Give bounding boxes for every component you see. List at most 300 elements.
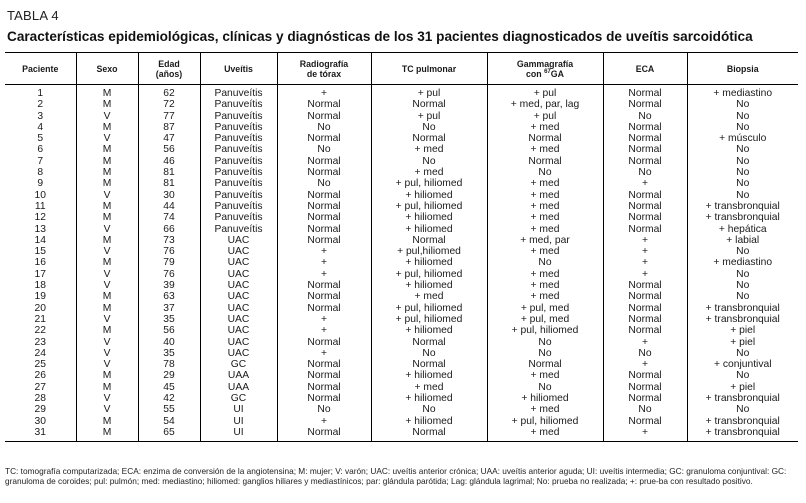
cell-biopsia: No: [687, 156, 798, 167]
cell-tc-pulmonar: + pul, hiliomed: [371, 303, 487, 314]
cell-eca: Normal: [603, 393, 687, 404]
header-gammagrafia: Gammagrafía con $^{67}$GA: [487, 53, 603, 85]
cell-edad: 44: [138, 201, 200, 212]
cell-edad: 81: [138, 167, 200, 178]
cell-eca: Normal: [603, 144, 687, 155]
cell-paciente: 9: [37, 178, 44, 190]
cell-eca: Normal: [603, 85, 687, 100]
cell-uveitis: Panuveítis: [200, 201, 277, 212]
cell-edad: 39: [138, 280, 200, 291]
table-row: [5, 393, 798, 404]
cell-eca: Normal: [603, 224, 687, 235]
cell-uveitis: UI: [200, 416, 277, 427]
cell-edad: 65: [138, 427, 200, 442]
cell-radiografia: No: [277, 122, 371, 133]
cell-sexo: V: [76, 190, 138, 201]
cell-paciente: 1: [37, 88, 44, 99]
cell-sexo: V: [76, 348, 138, 359]
cell-radiografia: +: [277, 325, 371, 336]
cell-radiografia: +: [277, 269, 371, 280]
cell-biopsia: No: [687, 370, 798, 381]
cell-gammagrafia: + med: [487, 212, 603, 223]
cell-sexo: V: [76, 224, 138, 235]
cell-tc-pulmonar: + pul: [371, 111, 487, 122]
cell-uveitis: GC: [200, 359, 277, 370]
cell-uveitis: GC: [200, 393, 277, 404]
cell-paciente: 31: [5, 427, 76, 442]
cell-radiografia: +: [277, 416, 371, 427]
cell-sexo: V: [76, 393, 138, 404]
cell-edad: 55: [138, 404, 200, 415]
cell-radiografia: Normal: [277, 370, 371, 381]
cell-sexo: V: [76, 404, 138, 415]
cell-edad: 62: [138, 85, 200, 100]
cell-eca: Normal: [603, 291, 687, 302]
cell-sexo: M: [76, 85, 138, 100]
cell-biopsia: + transbronquial: [687, 427, 798, 442]
cell-biopsia: + transbronquial: [687, 212, 798, 223]
cell-paciente: 20: [34, 302, 46, 314]
table-row: [5, 212, 798, 223]
cell-uveitis: UAC: [200, 246, 277, 257]
cell-uveitis: Panuveítis: [200, 144, 277, 155]
cell-gammagrafia: No: [487, 337, 603, 348]
table-row: [5, 235, 798, 246]
cell-edad: 73: [138, 235, 200, 246]
cell-biopsia: + transbronquial: [687, 416, 798, 427]
cell-biopsia: No: [687, 190, 798, 201]
cell-tc-pulmonar: + pul, hiliomed: [371, 269, 487, 280]
table-row: [5, 133, 798, 144]
cell-edad: 54: [138, 416, 200, 427]
cell-radiografia: Normal: [277, 393, 371, 404]
table-row: [5, 122, 798, 133]
cell-biopsia: + músculo: [687, 133, 798, 144]
cell-edad: 79: [138, 257, 200, 268]
cell-paciente: 23: [34, 336, 46, 348]
cell-gammagrafia: + hiliomed: [487, 393, 603, 404]
cell-eca: No: [603, 111, 687, 122]
table-label: TABLA 4: [7, 8, 59, 23]
cell-biopsia: + hepática: [687, 224, 798, 235]
cell-tc-pulmonar: + hiliomed: [371, 370, 487, 381]
cell-tc-pulmonar: + hiliomed: [371, 416, 487, 427]
table-body: [5, 85, 798, 442]
cell-gammagrafia: No: [487, 167, 603, 178]
cell-radiografia: Normal: [277, 224, 371, 235]
cell-gammagrafia: + med: [487, 144, 603, 155]
cell-eca: Normal: [603, 325, 687, 336]
cell-gammagrafia: + med: [487, 370, 603, 381]
cell-biopsia: + piel: [687, 337, 798, 348]
cell-uveitis: Panuveítis: [200, 85, 277, 100]
cell-uveitis: UI: [200, 404, 277, 415]
cell-edad: 29: [138, 370, 200, 381]
cell-eca: Normal: [603, 303, 687, 314]
table-footnote: TC: tomografía computarizada; ECA: enzima de conversión de la angiotensina; M: mujer; V: varón; UAC: uveítis anterior crónica; UAA: uveítis anterior aguda; UI: uveítis intermedia; GC: granuloma conjuntival: GC: granuloma de coroides; pul: pulmón; med: mediastino; hiliomed: ganglios hiliares y mediastínicos; par: glándula parótida; Lag: glándula lagrimal; No: prueba no realizada; +: prue-ba con resultado positivo.: [5, 466, 787, 487]
cell-uveitis: Panuveítis: [200, 99, 277, 110]
cell-radiografia: Normal: [277, 99, 371, 110]
cell-radiografia: Normal: [277, 337, 371, 348]
cell-tc-pulmonar: No: [371, 348, 487, 359]
table-title: Características epidemiológicas, clínicas y diagnósticas de los 31 pacientes diagnosticados de uveítis sarcoidótica: [7, 29, 753, 44]
cell-sexo: M: [76, 291, 138, 302]
cell-biopsia: No: [687, 291, 798, 302]
cell-paciente: 21: [34, 313, 46, 325]
cell-gammagrafia: + med: [487, 427, 603, 442]
cell-sexo: M: [76, 427, 138, 442]
cell-tc-pulmonar: Normal: [371, 337, 487, 348]
header-edad: Edad (años): [138, 53, 200, 85]
cell-edad: 35: [138, 314, 200, 325]
header-sexo: Sexo: [76, 53, 138, 85]
cell-edad: 76: [138, 269, 200, 280]
cell-gammagrafia: No: [487, 348, 603, 359]
cell-biopsia: No: [687, 111, 798, 122]
cell-eca: +: [603, 257, 687, 268]
cell-paciente: 2: [37, 99, 44, 111]
cell-biopsia: No: [687, 122, 798, 133]
cell-gammagrafia: + pul, med: [487, 314, 603, 325]
cell-radiografia: +: [277, 314, 371, 325]
cell-uveitis: UAC: [200, 291, 277, 302]
cell-tc-pulmonar: Normal: [371, 359, 487, 370]
cell-biopsia: + conjuntival: [687, 359, 798, 370]
table-row: [5, 99, 798, 110]
cell-eca: Normal: [603, 370, 687, 381]
cell-sexo: M: [76, 167, 138, 178]
cell-radiografia: Normal: [277, 303, 371, 314]
table-header: [5, 53, 798, 85]
cell-eca: Normal: [603, 99, 687, 110]
cell-sexo: M: [76, 235, 138, 246]
cell-paciente: 8: [37, 167, 44, 179]
cell-tc-pulmonar: + pul, hiliomed: [371, 314, 487, 325]
cell-radiografia: Normal: [277, 201, 371, 212]
cell-tc-pulmonar: + hiliomed: [371, 393, 487, 404]
cell-gammagrafia: + pul: [487, 111, 603, 122]
cell-paciente: 28: [34, 393, 46, 405]
cell-sexo: V: [76, 314, 138, 325]
cell-paciente: 19: [34, 291, 46, 303]
cell-sexo: M: [76, 370, 138, 381]
cell-biopsia: + transbronquial: [687, 393, 798, 404]
cell-sexo: M: [76, 156, 138, 167]
cell-eca: +: [603, 269, 687, 280]
cell-radiografia: Normal: [277, 111, 371, 122]
cell-eca: Normal: [603, 190, 687, 201]
cell-paciente: 29: [34, 404, 46, 416]
cell-gammagrafia: + med: [487, 178, 603, 189]
cell-radiografia: +: [277, 348, 371, 359]
table-row: [5, 314, 798, 325]
cell-paciente: 22: [34, 325, 46, 337]
cell-gammagrafia: Normal: [487, 156, 603, 167]
cell-tc-pulmonar: + pul, hiliomed: [371, 201, 487, 212]
cell-sexo: M: [76, 416, 138, 427]
cell-gammagrafia: + med: [487, 201, 603, 212]
cell-uveitis: Panuveítis: [200, 122, 277, 133]
cell-edad: 87: [138, 122, 200, 133]
cell-radiografia: +: [277, 85, 371, 100]
cell-radiografia: +: [277, 246, 371, 257]
cell-edad: 46: [138, 156, 200, 167]
table-row: [5, 280, 798, 291]
header-uveitis: Uveítis: [200, 53, 277, 85]
cell-edad: 35: [138, 348, 200, 359]
cell-gammagrafia: + med: [487, 122, 603, 133]
table-row: [5, 144, 798, 155]
cell-gammagrafia: + pul: [487, 85, 603, 100]
cell-tc-pulmonar: + hiliomed: [371, 190, 487, 201]
cell-radiografia: No: [277, 404, 371, 415]
cell-edad: 63: [138, 291, 200, 302]
header-row: [5, 53, 798, 85]
cell-biopsia: + piel: [687, 382, 798, 393]
cell-biopsia: No: [687, 269, 798, 280]
cell-eca: Normal: [603, 201, 687, 212]
cell-uveitis: UAA: [200, 370, 277, 381]
cell-paciente: 13: [34, 223, 46, 235]
cell-biopsia: + piel: [687, 325, 798, 336]
table-row: [5, 416, 798, 427]
cell-edad: 45: [138, 382, 200, 393]
cell-paciente: 17: [34, 268, 46, 280]
cell-radiografia: Normal: [277, 382, 371, 393]
cell-sexo: M: [76, 257, 138, 268]
cell-uveitis: UAC: [200, 280, 277, 291]
cell-gammagrafia: + med: [487, 280, 603, 291]
cell-sexo: V: [76, 337, 138, 348]
cell-paciente: 11: [34, 200, 46, 212]
cell-tc-pulmonar: + med: [371, 382, 487, 393]
table-row: [5, 178, 798, 189]
table-row: [5, 111, 798, 122]
cell-biopsia: No: [687, 99, 798, 110]
table-row: [5, 291, 798, 302]
cell-biopsia: No: [687, 178, 798, 189]
cell-gammagrafia: + med: [487, 269, 603, 280]
table-row: [5, 269, 798, 280]
cell-eca: +: [603, 246, 687, 257]
cell-sexo: M: [76, 122, 138, 133]
cell-sexo: V: [76, 359, 138, 370]
cell-gammagrafia: + med: [487, 190, 603, 201]
cell-eca: Normal: [603, 212, 687, 223]
table-row: [5, 348, 798, 359]
cell-eca: +: [603, 235, 687, 246]
cell-paciente: 6: [37, 144, 44, 156]
cell-edad: 47: [138, 133, 200, 144]
cell-sexo: M: [76, 178, 138, 189]
cell-gammagrafia: No: [487, 257, 603, 268]
cell-eca: No: [603, 167, 687, 178]
cell-paciente: 26: [34, 370, 46, 382]
cell-tc-pulmonar: No: [371, 122, 487, 133]
cell-radiografia: Normal: [277, 427, 371, 442]
cell-uveitis: UAC: [200, 235, 277, 246]
cell-tc-pulmonar: Normal: [371, 99, 487, 110]
cell-edad: 72: [138, 99, 200, 110]
table-row: [5, 167, 798, 178]
cell-sexo: M: [76, 201, 138, 212]
header-radiografia: Radiografía de tórax: [277, 53, 371, 85]
cell-uveitis: UAC: [200, 269, 277, 280]
cell-tc-pulmonar: + hiliomed: [371, 224, 487, 235]
cell-eca: No: [603, 404, 687, 415]
cell-sexo: M: [76, 382, 138, 393]
header-biopsia: Biopsia: [687, 53, 798, 85]
cell-tc-pulmonar: No: [371, 156, 487, 167]
cell-radiografia: Normal: [277, 235, 371, 246]
table-row: [5, 257, 798, 268]
cell-gammagrafia: + med: [487, 291, 603, 302]
cell-edad: 66: [138, 224, 200, 235]
cell-sexo: M: [76, 303, 138, 314]
cell-paciente: 12: [34, 212, 46, 224]
cell-uveitis: Panuveítis: [200, 167, 277, 178]
cell-gammagrafia: + med, par, lag: [487, 99, 603, 110]
cell-radiografia: Normal: [277, 280, 371, 291]
table-row: [5, 359, 798, 370]
cell-biopsia: No: [687, 404, 798, 415]
cell-biopsia: No: [687, 144, 798, 155]
cell-tc-pulmonar: Normal: [371, 133, 487, 144]
cell-uveitis: UAC: [200, 348, 277, 359]
cell-paciente: 30: [34, 415, 46, 427]
table-row: [5, 337, 798, 348]
cell-paciente: 15: [34, 246, 46, 258]
cell-gammagrafia: Normal: [487, 133, 603, 144]
cell-edad: 30: [138, 190, 200, 201]
cell-sexo: V: [76, 280, 138, 291]
cell-eca: Normal: [603, 133, 687, 144]
cell-gammagrafia: + med: [487, 404, 603, 415]
cell-eca: Normal: [603, 122, 687, 133]
cell-radiografia: Normal: [277, 190, 371, 201]
table-row: [5, 201, 798, 212]
cell-uveitis: UAC: [200, 325, 277, 336]
cell-eca: +: [603, 337, 687, 348]
cell-gammagrafia: + med, par: [487, 235, 603, 246]
cell-gammagrafia: + med: [487, 224, 603, 235]
table-row: [5, 325, 798, 336]
cell-radiografia: No: [277, 178, 371, 189]
header-tc-pulmonar: TC pulmonar: [371, 53, 487, 85]
cell-uveitis: Panuveítis: [200, 190, 277, 201]
cell-sexo: V: [76, 111, 138, 122]
cell-gammagrafia: + pul, med: [487, 303, 603, 314]
cell-biopsia: + mediastino: [687, 85, 798, 100]
cell-uveitis: UI: [200, 427, 277, 442]
cell-paciente: 4: [37, 121, 44, 133]
cell-sexo: V: [76, 246, 138, 257]
cell-tc-pulmonar: + hiliomed: [371, 257, 487, 268]
cell-biopsia: + labial: [687, 235, 798, 246]
cell-biopsia: + mediastino: [687, 257, 798, 268]
cell-sexo: M: [76, 212, 138, 223]
cell-eca: No: [603, 348, 687, 359]
cell-sexo: M: [76, 144, 138, 155]
cell-edad: 42: [138, 393, 200, 404]
cell-gammagrafia: No: [487, 382, 603, 393]
table-row: [5, 427, 798, 442]
cell-radiografia: +: [277, 257, 371, 268]
cell-radiografia: Normal: [277, 156, 371, 167]
cell-eca: Normal: [603, 280, 687, 291]
cell-edad: 37: [138, 303, 200, 314]
cell-edad: 74: [138, 212, 200, 223]
table-row: [5, 404, 798, 415]
cell-biopsia: No: [687, 348, 798, 359]
cell-paciente: 5: [37, 133, 44, 145]
table-row: [5, 370, 798, 381]
cell-eca: Normal: [603, 314, 687, 325]
cell-tc-pulmonar: + pul,hiliomed: [371, 246, 487, 257]
cell-gammagrafia: + pul, hiliomed: [487, 325, 603, 336]
cell-tc-pulmonar: Normal: [371, 235, 487, 246]
cell-eca: +: [603, 359, 687, 370]
table-row: [5, 224, 798, 235]
cell-sexo: V: [76, 269, 138, 280]
cell-paciente: 27: [34, 381, 46, 393]
cell-uveitis: Panuveítis: [200, 178, 277, 189]
cell-tc-pulmonar: + med: [371, 144, 487, 155]
cell-tc-pulmonar: Normal: [371, 427, 487, 442]
table-row: [5, 246, 798, 257]
cell-paciente: 18: [34, 280, 46, 292]
cell-tc-pulmonar: + hiliomed: [371, 212, 487, 223]
cell-paciente: 10: [34, 189, 46, 201]
cell-radiografia: Normal: [277, 359, 371, 370]
cell-gammagrafia: Normal: [487, 359, 603, 370]
cell-uveitis: UAC: [200, 337, 277, 348]
cell-radiografia: Normal: [277, 291, 371, 302]
cell-tc-pulmonar: + pul, hiliomed: [371, 178, 487, 189]
cell-uveitis: UAA: [200, 382, 277, 393]
cell-radiografia: Normal: [277, 212, 371, 223]
cell-paciente: 3: [37, 110, 44, 122]
cell-tc-pulmonar: No: [371, 404, 487, 415]
cell-eca: Normal: [603, 416, 687, 427]
cell-uveitis: Panuveítis: [200, 133, 277, 144]
cell-paciente: 25: [34, 359, 46, 371]
cell-biopsia: + transbronquial: [687, 314, 798, 325]
cell-uveitis: UAC: [200, 303, 277, 314]
cell-paciente: 7: [37, 155, 44, 167]
cell-eca: +: [603, 178, 687, 189]
cell-biopsia: No: [687, 246, 798, 257]
cell-edad: 40: [138, 337, 200, 348]
cell-tc-pulmonar: + pul: [371, 85, 487, 100]
cell-uveitis: Panuveítis: [200, 111, 277, 122]
cell-edad: 76: [138, 246, 200, 257]
cell-eca: +: [603, 427, 687, 442]
cell-paciente: 24: [34, 347, 46, 359]
cell-gammagrafia: + med: [487, 246, 603, 257]
cell-edad: 56: [138, 144, 200, 155]
cell-sexo: M: [76, 325, 138, 336]
cell-tc-pulmonar: + hiliomed: [371, 280, 487, 291]
cell-uveitis: UAC: [200, 314, 277, 325]
header-paciente: Paciente: [5, 53, 76, 85]
cell-uveitis: Panuveítis: [200, 224, 277, 235]
cell-biopsia: No: [687, 167, 798, 178]
cell-radiografia: Normal: [277, 167, 371, 178]
cell-radiografia: Normal: [277, 133, 371, 144]
cell-edad: 56: [138, 325, 200, 336]
cell-tc-pulmonar: + med: [371, 291, 487, 302]
